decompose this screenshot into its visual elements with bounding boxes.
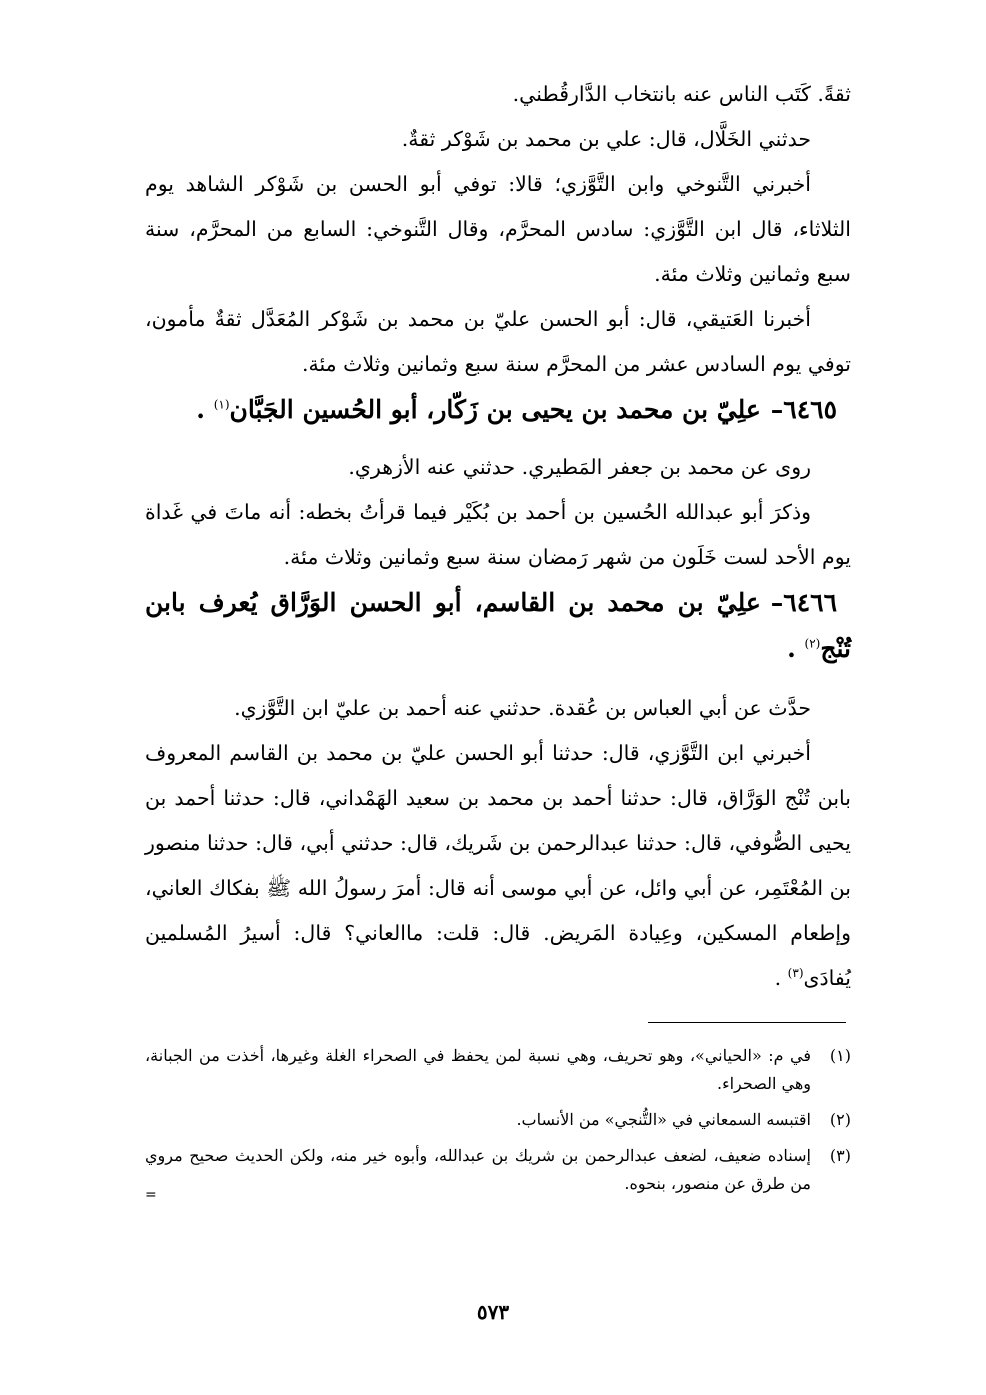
footnote-ref: (١) <box>213 397 230 412</box>
footnote-text: في م: «الحياني»، وهو تحريف، وهي نسبة لمن يحفظ في الصحراء الغلة وغيرها، أخذت من الجبانة، وهي الصحراء. <box>145 1046 811 1093</box>
entry-title: علِيّ بن محمد بن القاسم، أبو الحسن الوَرَّاق يُعرف بابن تُنْج <box>145 588 851 663</box>
footnote-number: (٣) <box>829 1146 851 1165</box>
heading-dot: . <box>196 395 214 424</box>
footnote <box>145 1106 851 1134</box>
footnote-text: اقتبسه السمعاني في «التُّنجي» من الأنساب. <box>516 1110 811 1129</box>
paragraph: حدَّث عن أبي العباس بن عُقدة. حدثني عنه أحمد بن عليّ ابن التَّوَّزي. <box>234 696 811 720</box>
paragraph: حدثني الخَلَّال، قال: علي بن محمد بن شَوْكر ثقةٌ. <box>401 127 811 151</box>
paragraph: أخبرنا العَتيقي، قال: أبو الحسن عليّ بن محمد بن شَوْكر المُعَدَّل ثقةٌ مأمون، توفي يوم السادس عشر من المحرَّم سنة سبع وثمانين وثلاث مئة. <box>145 307 851 376</box>
footnote <box>145 1042 851 1098</box>
footnote-text: إسناده ضعيف، لضعف عبدالرحمن بن شريك بن عبدالله، وأبوه خير منه، ولكن الحديث صحيح مروي من طرق عن منصور، بنحوه. <box>145 1146 811 1193</box>
page-number: ٥٧٣ <box>476 1300 510 1324</box>
footnote-ref: (٣) <box>787 966 804 981</box>
entry-heading-6466 <box>145 580 851 672</box>
paragraph-dot: . <box>774 966 788 990</box>
entry-number: ٦٤٦٦ <box>783 588 837 617</box>
paragraph: روى عن محمد بن جعفر المَطيري. حدثني عنه الأزهري. <box>348 455 811 479</box>
footnote-separator <box>648 1022 846 1023</box>
entry-heading-6465 <box>145 387 851 433</box>
paragraph: أخبرني التَّنوخي وابن التَّوَّزي؛ قالا: توفي أبو الحسن بن شَوْكر الشاهد يوم الثلاثاء، قال ابن التَّوَّزي: سادس المحرَّم، وقال التَّنوخي: السابع من المحرَّم، سنة سبع وثمانين وثلاث مئة. <box>145 172 851 286</box>
continuation-mark: = <box>145 1187 157 1203</box>
footnotes <box>145 1042 851 1206</box>
heading-dash: – <box>770 395 784 424</box>
footnote <box>145 1142 851 1198</box>
paragraph: ثقةً. كَتَب الناس عنه بانتخاب الدَّارقُطني. <box>512 82 851 106</box>
main-text <box>145 72 851 1001</box>
heading-dot: . <box>787 634 805 663</box>
entry-number: ٦٤٦٥ <box>783 395 837 424</box>
heading-dash: – <box>770 588 784 617</box>
footnote-ref: (٢) <box>804 636 821 651</box>
footnote-number: (٢) <box>829 1110 851 1129</box>
paragraph <box>145 731 851 1001</box>
footnote-number: (١) <box>829 1046 851 1065</box>
paragraph-text: أخبرني ابن التَّوَّزي، قال: حدثنا أبو الحسن عليّ بن محمد بن القاسم المعروف بابن تُنْج الوَرَّاق، قال: حدثنا أحمد بن محمد بن سعيد الهَمْداني، قال: حدثنا أحمد بن يحيى الصُّوفي، قال: حدثنا عبدالرحمن بن شَريك، قال: حدثني أبي، قال: حدثنا منصور بن المُعْتَمِر، عن أبي وائل، عن أبي موسى أنه قال: أمرَ رسولُ الله ﷺ بفكاك العاني، وإطعام المسكين، وعِيادة المَريض. قال: قلت: ماالعاني؟ قال: أسيرُ المُسلمين يُفادَى <box>145 741 851 990</box>
entry-title: علِيّ بن محمد بن يحيى بن زَكّار، أبو الحُسين الجَبَّان <box>229 395 761 424</box>
paragraph: وذكرَ أبو عبدالله الحُسين بن أحمد بن بُكَيْر فيما قرأتُ بخطه: أنه ماتَ في غَداة يوم الأحد لست خَلَون من شهر رَمضان سنة سبع وثمانين وثلاث مئة. <box>145 500 851 569</box>
